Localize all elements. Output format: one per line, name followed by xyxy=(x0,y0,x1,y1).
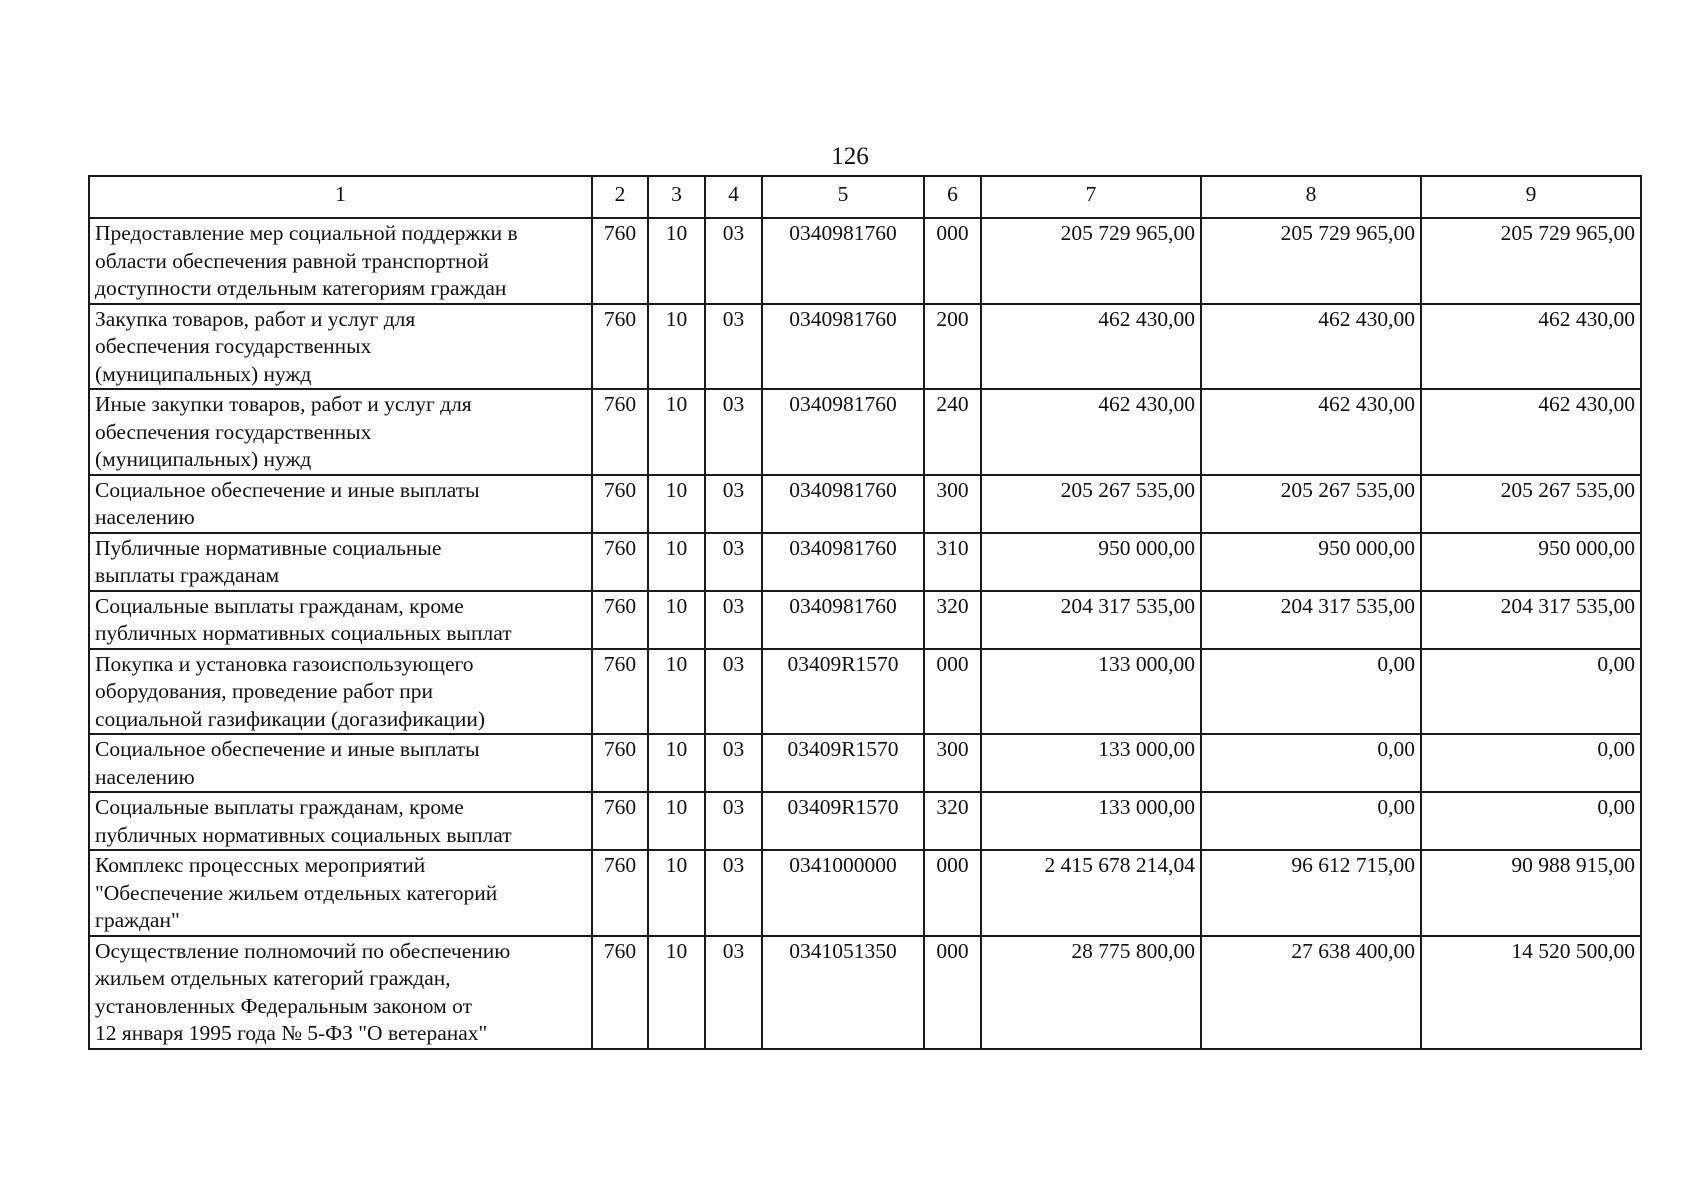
amount-col8-cell: 0,00 xyxy=(1201,792,1421,850)
expense-type-cell: 000 xyxy=(924,649,981,735)
table-row xyxy=(89,218,1641,304)
expense-type-cell: 320 xyxy=(924,591,981,649)
target-article-cell: 0341000000 xyxy=(762,850,924,936)
row-name-line: доступности отдельным категориям граждан xyxy=(95,276,507,300)
row-name-line: Осуществление полномочий по обеспечению xyxy=(95,938,511,963)
table-row xyxy=(89,533,1641,591)
amount-col8-cell: 0,00 xyxy=(1201,734,1421,792)
row-name-line: оборудования, проведение работ при xyxy=(95,679,433,703)
row-name-cell xyxy=(89,304,592,390)
razdel-code-cell: 10 xyxy=(648,649,705,735)
row-name-line: обеспечения государственных xyxy=(95,334,372,358)
expense-type-cell: 000 xyxy=(924,936,981,1049)
column-header: 4 xyxy=(705,176,762,218)
row-name-cell xyxy=(89,936,592,1049)
row-name-line: области обеспечения равной транспортной xyxy=(95,248,489,273)
row-name-line: публичных нормативных социальных выплат xyxy=(95,822,512,847)
amount-col7-cell: 462 430,00 xyxy=(981,304,1201,390)
column-header: 7 xyxy=(981,176,1201,218)
row-name-line: населению xyxy=(95,764,195,789)
table-row xyxy=(89,850,1641,936)
razdel-code-cell: 10 xyxy=(648,475,705,533)
amount-col8-cell: 96 612 715,00 xyxy=(1201,850,1421,936)
razdel-code-cell: 10 xyxy=(648,591,705,649)
podrazdel-code-cell: 03 xyxy=(705,649,762,735)
row-name-cell xyxy=(89,792,592,850)
target-article-cell: 0340981760 xyxy=(762,389,924,475)
table-row xyxy=(89,936,1641,1049)
amount-col7-cell: 133 000,00 xyxy=(981,792,1201,850)
table-row xyxy=(89,649,1641,735)
razdel-code-cell: 10 xyxy=(648,389,705,475)
podrazdel-code-cell: 03 xyxy=(705,389,762,475)
glava-code-cell: 760 xyxy=(592,649,648,735)
glava-code-cell: 760 xyxy=(592,475,648,533)
target-article-cell: 0340981760 xyxy=(762,475,924,533)
row-name-cell xyxy=(89,649,592,735)
amount-col7-cell: 204 317 535,00 xyxy=(981,591,1201,649)
razdel-code-cell: 10 xyxy=(648,734,705,792)
amount-col9-cell: 205 729 965,00 xyxy=(1421,218,1641,304)
amount-col8-cell: 462 430,00 xyxy=(1201,389,1421,475)
glava-code-cell: 760 xyxy=(592,734,648,792)
target-article-cell: 0340981760 xyxy=(762,591,924,649)
razdel-code-cell: 10 xyxy=(648,304,705,390)
table-row xyxy=(89,389,1641,475)
podrazdel-code-cell: 03 xyxy=(705,591,762,649)
row-name-cell xyxy=(89,533,592,591)
target-article-cell: 0340981760 xyxy=(762,533,924,591)
row-name-line: "Обеспечение жильем отдельных категорий xyxy=(95,880,498,905)
amount-col7-cell: 133 000,00 xyxy=(981,734,1201,792)
column-header: 5 xyxy=(762,176,924,218)
row-name-line: 12 января 1995 года № 5-ФЗ "О ветеранах" xyxy=(95,1021,488,1045)
header-row xyxy=(89,176,1641,218)
row-name-line: (муниципальных) нужд xyxy=(95,361,312,386)
expense-type-cell: 240 xyxy=(924,389,981,475)
row-name-cell xyxy=(89,850,592,936)
target-article-cell: 03409R1570 xyxy=(762,734,924,792)
podrazdel-code-cell: 03 xyxy=(705,304,762,390)
razdel-code-cell: 10 xyxy=(648,936,705,1049)
row-name-line: публичных нормативных социальных выплат xyxy=(95,621,512,645)
row-name-line: Иные закупки товаров, работ и услуг для xyxy=(95,392,472,416)
table-row xyxy=(89,792,1641,850)
expense-type-cell: 300 xyxy=(924,475,981,533)
row-name-line: Комплекс процессных мероприятий xyxy=(95,853,426,877)
row-name-line: выплаты гражданам xyxy=(95,563,280,587)
expense-type-cell: 320 xyxy=(924,792,981,850)
razdel-code-cell: 10 xyxy=(648,218,705,304)
row-name-line: Покупка и установка газоиспользующего xyxy=(95,651,474,676)
amount-col8-cell: 27 638 400,00 xyxy=(1201,936,1421,1049)
row-name-line: Социальное обеспечение и иные выплаты xyxy=(95,477,480,502)
expense-type-cell: 310 xyxy=(924,533,981,591)
amount-col7-cell: 2 415 678 214,04 xyxy=(981,850,1201,936)
amount-col8-cell: 0,00 xyxy=(1201,649,1421,735)
column-header: 2 xyxy=(592,176,648,218)
row-name-line: обеспечения государственных xyxy=(95,419,372,444)
podrazdel-code-cell: 03 xyxy=(705,936,762,1049)
glava-code-cell: 760 xyxy=(592,850,648,936)
row-name-line: Предоставление мер социальной поддержки в xyxy=(95,221,518,245)
row-name-cell xyxy=(89,475,592,533)
row-name-cell xyxy=(89,734,592,792)
amount-col7-cell: 28 775 800,00 xyxy=(981,936,1201,1049)
razdel-code-cell: 10 xyxy=(648,533,705,591)
amount-col9-cell: 0,00 xyxy=(1421,734,1641,792)
row-name-line: Публичные нормативные социальные xyxy=(95,535,442,560)
row-name-line: Социальное обеспечение и иные выплаты xyxy=(95,737,480,761)
column-header: 8 xyxy=(1201,176,1421,218)
amount-col8-cell: 205 267 535,00 xyxy=(1201,475,1421,533)
podrazdel-code-cell: 03 xyxy=(705,475,762,533)
row-name-line: Закупка товаров, работ и услуг для xyxy=(95,306,416,331)
amount-col9-cell: 204 317 535,00 xyxy=(1421,591,1641,649)
amount-col9-cell: 950 000,00 xyxy=(1421,533,1641,591)
amount-col7-cell: 133 000,00 xyxy=(981,649,1201,735)
glava-code-cell: 760 xyxy=(592,533,648,591)
amount-col8-cell: 950 000,00 xyxy=(1201,533,1421,591)
glava-code-cell: 760 xyxy=(592,591,648,649)
amount-col8-cell: 462 430,00 xyxy=(1201,304,1421,390)
razdel-code-cell: 10 xyxy=(648,792,705,850)
podrazdel-code-cell: 03 xyxy=(705,533,762,591)
amount-col9-cell: 462 430,00 xyxy=(1421,389,1641,475)
expense-type-cell: 300 xyxy=(924,734,981,792)
amount-col9-cell: 14 520 500,00 xyxy=(1421,936,1641,1049)
target-article-cell: 0340981760 xyxy=(762,218,924,304)
row-name-line: граждан" xyxy=(95,908,180,932)
expense-type-cell: 000 xyxy=(924,218,981,304)
glava-code-cell: 760 xyxy=(592,936,648,1049)
podrazdel-code-cell: 03 xyxy=(705,218,762,304)
podrazdel-code-cell: 03 xyxy=(705,734,762,792)
table-row xyxy=(89,304,1641,390)
column-header: 1 xyxy=(89,176,592,218)
glava-code-cell: 760 xyxy=(592,304,648,390)
target-article-cell: 0340981760 xyxy=(762,304,924,390)
target-article-cell: 03409R1570 xyxy=(762,649,924,735)
glava-code-cell: 760 xyxy=(592,389,648,475)
amount-col9-cell: 462 430,00 xyxy=(1421,304,1641,390)
row-name-line: населению xyxy=(95,505,195,529)
row-name-cell xyxy=(89,389,592,475)
amount-col7-cell: 462 430,00 xyxy=(981,389,1201,475)
row-name-line: (муниципальных) нужд xyxy=(95,447,312,471)
razdel-code-cell: 10 xyxy=(648,850,705,936)
row-name-line: Социальные выплаты гражданам, кроме xyxy=(95,593,464,618)
page-number: 126 xyxy=(831,143,869,170)
table-row xyxy=(89,475,1641,533)
target-article-cell: 0341051350 xyxy=(762,936,924,1049)
amount-col8-cell: 205 729 965,00 xyxy=(1201,218,1421,304)
expense-type-cell: 200 xyxy=(924,304,981,390)
glava-code-cell: 760 xyxy=(592,792,648,850)
row-name-line: социальной газификации (догазификации) xyxy=(95,706,486,731)
amount-col7-cell: 205 267 535,00 xyxy=(981,475,1201,533)
table-row xyxy=(89,734,1641,792)
amount-col9-cell: 90 988 915,00 xyxy=(1421,850,1641,936)
table-body xyxy=(89,218,1641,1049)
amount-col7-cell: 205 729 965,00 xyxy=(981,218,1201,304)
glava-code-cell: 760 xyxy=(592,218,648,304)
row-name-cell xyxy=(89,591,592,649)
row-name-line: Социальные выплаты гражданам, кроме xyxy=(95,795,464,819)
expense-type-cell: 000 xyxy=(924,850,981,936)
row-name-line: жильем отдельных категорий граждан, xyxy=(95,966,451,990)
row-name-line: установленных Федеральным законом от xyxy=(95,993,472,1018)
amount-col8-cell: 204 317 535,00 xyxy=(1201,591,1421,649)
amount-col9-cell: 0,00 xyxy=(1421,649,1641,735)
row-name-cell xyxy=(89,218,592,304)
amount-col9-cell: 205 267 535,00 xyxy=(1421,475,1641,533)
budget-table xyxy=(88,175,1642,1050)
column-header: 6 xyxy=(924,176,981,218)
amount-col9-cell: 0,00 xyxy=(1421,792,1641,850)
column-header: 9 xyxy=(1421,176,1641,218)
podrazdel-code-cell: 03 xyxy=(705,850,762,936)
column-header: 3 xyxy=(648,176,705,218)
amount-col7-cell: 950 000,00 xyxy=(981,533,1201,591)
target-article-cell: 03409R1570 xyxy=(762,792,924,850)
table-row xyxy=(89,591,1641,649)
podrazdel-code-cell: 03 xyxy=(705,792,762,850)
